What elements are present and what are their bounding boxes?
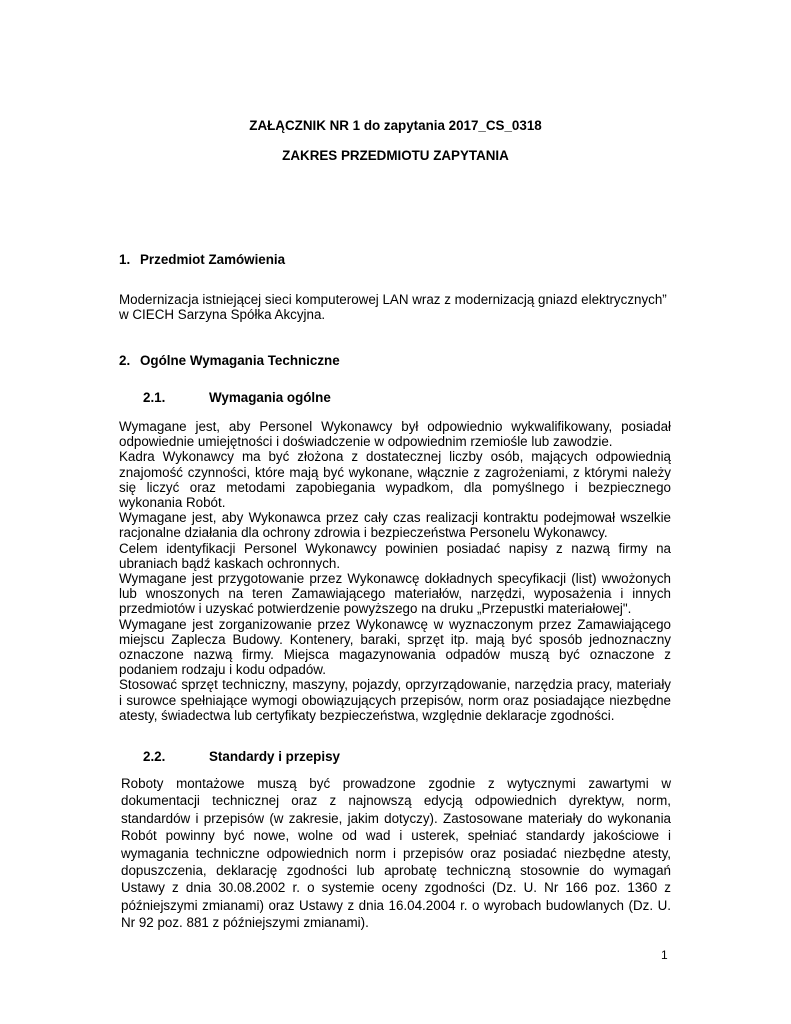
subsection-2-2-heading [143,749,340,764]
requirement-paragraph: Wymagane jest, aby Personel Wykonawcy był odpowiednio wykwalifikowany, posiadał odpowiednie umiejętności i doświadczenie w odpowiednim rzemiośle lub zawodzie. [119,419,671,450]
subsection-2-1-number: 2.1. [143,390,166,405]
requirement-paragraph: Wymagane jest zorganizowanie przez Wykonawcę w wyznaczonym przez Zamawiającego miejscu Zaplecza Budowy. Kontenery, baraki, sprzęt itp. mają być sposób jednoznaczny oznaczone nazwą firmy. Miejsca magazynowania odpadów muszą być oznaczone z podaniem rodzaju i kodu odpadów. [119,616,671,678]
requirement-paragraph: Stosować sprzęt techniczny, maszyny, pojazdy, oprzyrządowanie, narzędzia pracy, materiały i surowce spełniające wymogi obowiązujących przepisów, norm oraz posiadające niezbędne atesty, świadectwa lub certyfikaty bezpieczeństwa, względnie deklaracje zgodności. [119,677,671,723]
scope-title: ZAKRES PRZEDMIOTU ZAPYTANIA [282,148,509,163]
section-2-title: Ogólne Wymagania Techniczne [140,353,340,368]
requirement-paragraph: Celem identyfikacji Personel Wykonawcy powinien posiadać napisy z nazwą firmy na ubraniach bądź kaskach ochronnych. [119,540,671,571]
subsection-2-2-number: 2.2. [143,749,166,764]
general-requirements-body [119,419,671,723]
subsection-2-1-heading [143,390,331,405]
requirement-paragraph: Wymagane jest, aby Wykonawca przez cały czas realizacji kontraktu podejmował wszelkie racjonalne działania dla ochrony zdrowia i bezpieczeństwa Personelu Wykonawcy. [119,510,671,541]
attachment-title: ZAŁĄCZNIK NR 1 do zapytania 2017_CS_0318 [249,118,542,133]
requirement-paragraph: Kadra Wykonawcy ma być złożona z dostatecznej liczby osób, mających odpowiednią znajomość czynności, które mają być wykonane, włącznie z zagrożeniami, z którymi należy się liczyć oraz metodami zapobiegania wypadkom, dla pomyślnego i bezpiecznego wykonania Robót. [119,449,671,511]
section-1-heading [119,252,285,267]
page-number: 1 [661,948,668,962]
section-2-number: 2. [119,353,131,368]
section-1-text: Modernizacja istniejącej sieci komputerowej LAN wraz z modernizacją gniazd elektrycznych” w CIECH Sarzyna Spółka Akcyjna. [119,292,667,323]
subsection-2-1-title: Wymagania ogólne [209,390,331,405]
standards-text: Roboty montażowe muszą być prowadzone zgodnie z wytycznymi zawartymi w dokumentacji technicznej oraz z najnowszą edycją odpowiednich dyrektyw, norm, standardów i przepisów (w zakresie, jakim dotyczy). Zastosowane materiały do wykonania Robót powinny być nowe, wolne od wad i usterek, spełniać standardy jakościowe i wymagania techniczne odpowiednich norm i przepisów oraz posiadać niezbędne atesty, dopuszczenia, deklarację zgodności lub aprobatę techniczną stosownie do wymagań Ustawy z dnia 30.08.2002 r. o systemie oceny zgodności (Dz. U. Nr 166 poz. 1360 z późniejszymi zmianami) oraz Ustawy z dnia 16.04.2004 r. o wyrobach budowlanych (Dz. U. Nr 92 poz. 881 z późniejszymi zmianami). [121,776,671,931]
requirement-paragraph: Wymagane jest przygotowanie przez Wykonawcę dokładnych specyfikacji (list) wwożonych lub wnoszonych na teren Zamawiającego materiałów, narzędzi, wyposażenia i innych przedmiotów i uzyskać potwierdzenie powyższego na druku „Przepustki materiałowej". [119,571,671,617]
subsection-2-2-title: Standardy i przepisy [209,749,340,764]
section-1-number: 1. [119,252,131,267]
section-2-heading [119,353,340,368]
section-1-title: Przedmiot Zamówienia [140,252,286,267]
